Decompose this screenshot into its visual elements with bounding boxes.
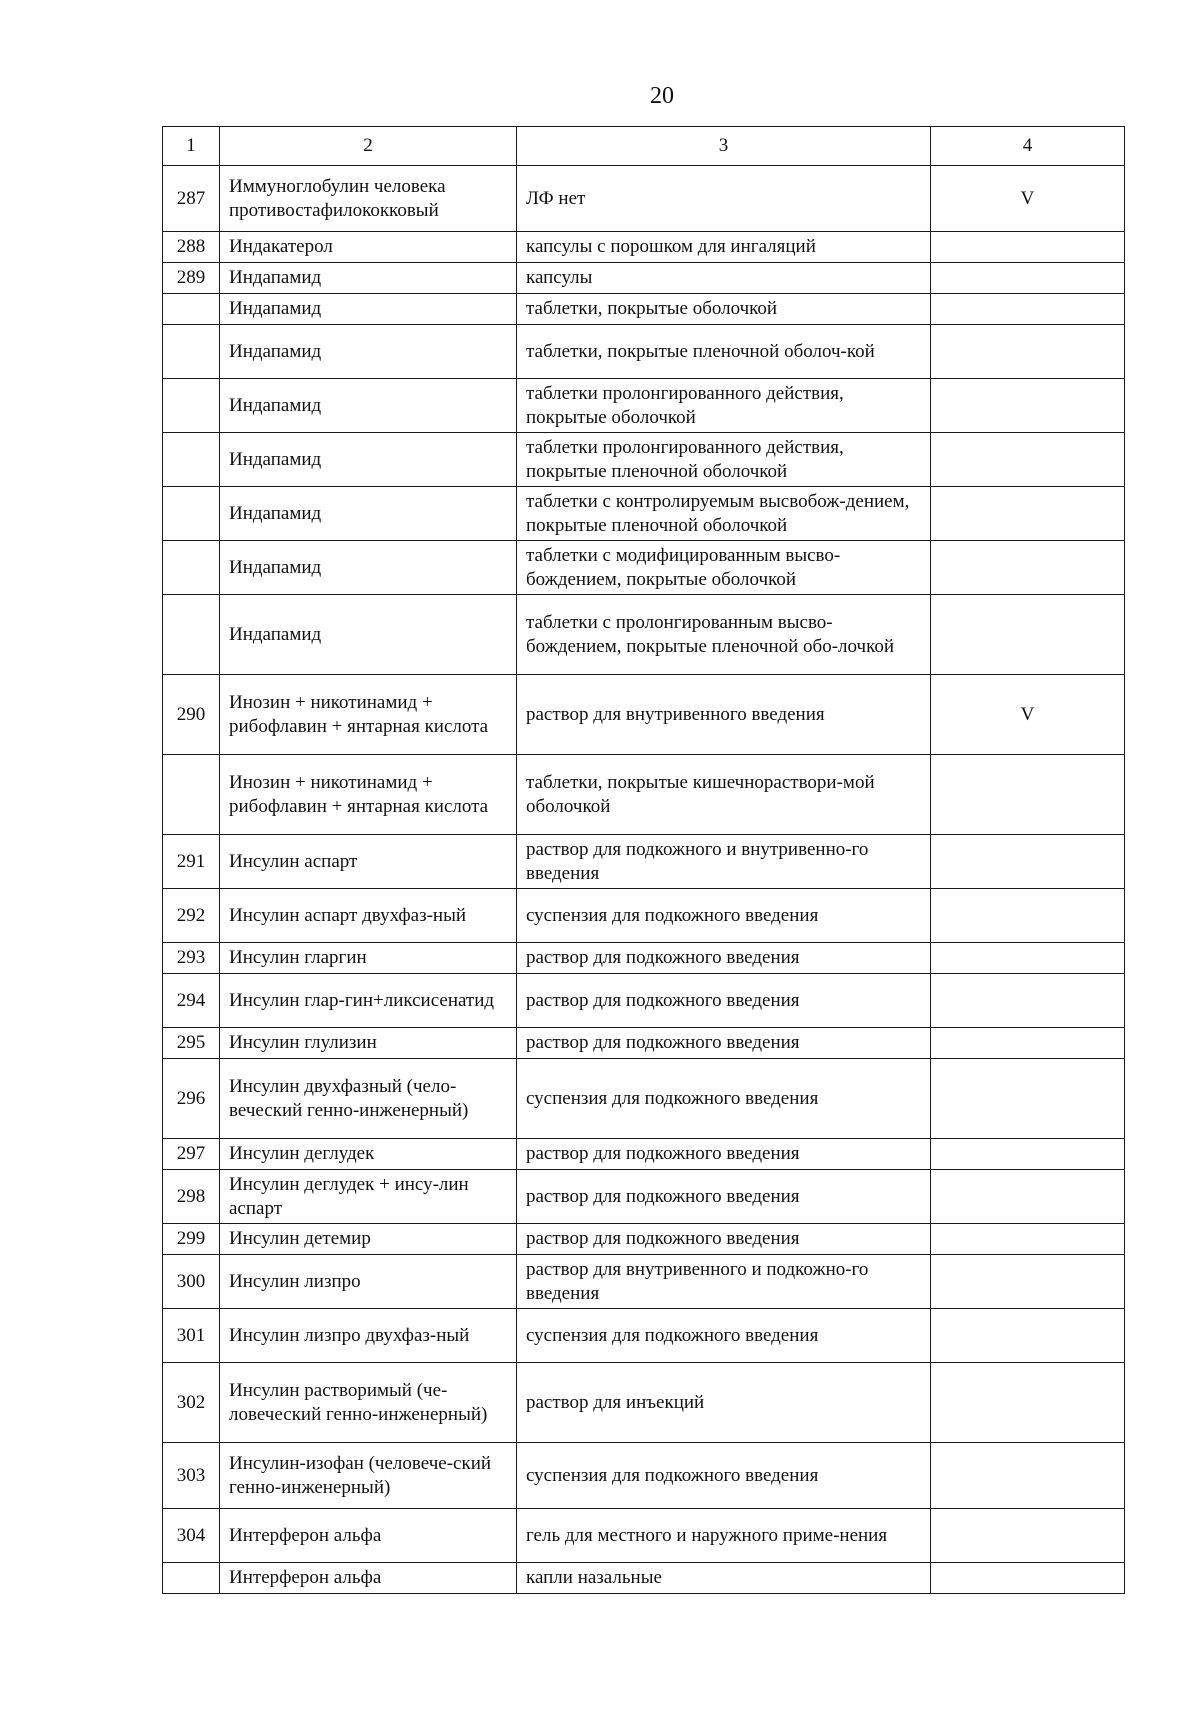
dosage-form-cell: раствор для внутривенного введения xyxy=(517,675,931,755)
drug-name-cell: Инсулин деглудек xyxy=(220,1139,517,1170)
table-row xyxy=(163,1139,1125,1170)
column-header-3: 3 xyxy=(517,127,931,166)
dosage-form-cell: суспензия для подкожного введения xyxy=(517,1443,931,1509)
table-row xyxy=(163,1563,1125,1594)
table-row xyxy=(163,325,1125,379)
dosage-form-cell: ЛФ нет xyxy=(517,166,931,232)
row-number-cell: 294 xyxy=(163,974,220,1028)
drug-table xyxy=(162,126,1125,1594)
row-number-cell: 291 xyxy=(163,835,220,889)
dosage-form-cell: капли назальные xyxy=(517,1563,931,1594)
mark-cell: V xyxy=(931,675,1125,755)
dosage-form-cell: раствор для подкожного введения xyxy=(517,1028,931,1059)
dosage-form-cell: раствор для подкожного введения xyxy=(517,1170,931,1224)
dosage-form-cell: таблетки с модифицированным высво-бождением, покрытые оболочкой xyxy=(517,541,931,595)
mark-cell xyxy=(931,889,1125,943)
drug-name-cell: Инозин + никотинамид + рибофлавин + янтарная кислота xyxy=(220,675,517,755)
row-number-cell: 304 xyxy=(163,1509,220,1563)
drug-name-cell: Инсулин деглудек + инсу-лин аспарт xyxy=(220,1170,517,1224)
row-number-cell xyxy=(163,294,220,325)
dosage-form-cell: таблетки с контролируемым высвобож-дением, покрытые пленочной оболочкой xyxy=(517,487,931,541)
dosage-form-cell: раствор для внутривенного и подкожно-го введения xyxy=(517,1255,931,1309)
mark-cell xyxy=(931,1224,1125,1255)
drug-name-cell: Иммуноглобулин человека противостафилококковый xyxy=(220,166,517,232)
drug-name-cell: Инсулин-изофан (человече-ский генно-инженерный) xyxy=(220,1443,517,1509)
row-number-cell: 299 xyxy=(163,1224,220,1255)
drug-name-cell: Инсулин глулизин xyxy=(220,1028,517,1059)
mark-cell: V xyxy=(931,166,1125,232)
row-number-cell xyxy=(163,325,220,379)
table-row xyxy=(163,1028,1125,1059)
row-number-cell xyxy=(163,755,220,835)
row-number-cell xyxy=(163,595,220,675)
drug-name-cell: Инсулин лизпро двухфаз-ный xyxy=(220,1309,517,1363)
row-number-cell xyxy=(163,379,220,433)
drug-name-cell: Индапамид xyxy=(220,263,517,294)
drug-name-cell: Индапамид xyxy=(220,379,517,433)
table-row xyxy=(163,294,1125,325)
row-number-cell: 296 xyxy=(163,1059,220,1139)
dosage-form-cell: раствор для подкожного введения xyxy=(517,943,931,974)
mark-cell xyxy=(931,1139,1125,1170)
drug-name-cell: Инсулин аспарт двухфаз-ный xyxy=(220,889,517,943)
table-row xyxy=(163,595,1125,675)
row-number-cell xyxy=(163,487,220,541)
mark-cell xyxy=(931,1563,1125,1594)
dosage-form-cell: раствор для подкожного введения xyxy=(517,974,931,1028)
table-row xyxy=(163,487,1125,541)
dosage-form-cell: таблетки, покрытые оболочкой xyxy=(517,294,931,325)
mark-cell xyxy=(931,1059,1125,1139)
dosage-form-cell: таблетки, покрытые кишечнораствори-мой оболочкой xyxy=(517,755,931,835)
row-number-cell: 300 xyxy=(163,1255,220,1309)
drug-name-cell: Индапамид xyxy=(220,541,517,595)
table-row xyxy=(163,166,1125,232)
row-number-cell xyxy=(163,433,220,487)
table-row xyxy=(163,755,1125,835)
table-row xyxy=(163,889,1125,943)
table-row xyxy=(163,1255,1125,1309)
dosage-form-cell: таблетки, покрытые пленочной оболоч-кой xyxy=(517,325,931,379)
drug-name-cell: Инсулин гларгин xyxy=(220,943,517,974)
row-number-cell: 292 xyxy=(163,889,220,943)
dosage-form-cell: капсулы с порошком для ингаляций xyxy=(517,232,931,263)
mark-cell xyxy=(931,541,1125,595)
table-row xyxy=(163,1443,1125,1509)
drug-name-cell: Инсулин детемир xyxy=(220,1224,517,1255)
row-number-cell: 287 xyxy=(163,166,220,232)
mark-cell xyxy=(931,433,1125,487)
drug-name-cell: Инсулин глар-гин+ликсисенатид xyxy=(220,974,517,1028)
row-number-cell: 301 xyxy=(163,1309,220,1363)
drug-name-cell: Инсулин аспарт xyxy=(220,835,517,889)
table-row xyxy=(163,1224,1125,1255)
table-row xyxy=(163,1170,1125,1224)
row-number-cell: 303 xyxy=(163,1443,220,1509)
row-number-cell: 295 xyxy=(163,1028,220,1059)
row-number-cell: 297 xyxy=(163,1139,220,1170)
mark-cell xyxy=(931,943,1125,974)
drug-name-cell: Инсулин лизпро xyxy=(220,1255,517,1309)
table-row xyxy=(163,433,1125,487)
dosage-form-cell: суспензия для подкожного введения xyxy=(517,889,931,943)
row-number-cell xyxy=(163,1563,220,1594)
table-row xyxy=(163,1309,1125,1363)
dosage-form-cell: таблетки с пролонгированным высво-бождением, покрытые пленочной обо-лочкой xyxy=(517,595,931,675)
dosage-form-cell: таблетки пролонгированного действия, покрытые пленочной оболочкой xyxy=(517,433,931,487)
drug-name-cell: Индапамид xyxy=(220,325,517,379)
page-number: 20 xyxy=(650,83,674,109)
drug-name-cell: Индапамид xyxy=(220,294,517,325)
column-header-4: 4 xyxy=(931,127,1125,166)
table-row xyxy=(163,675,1125,755)
drug-name-cell: Интерферон альфа xyxy=(220,1509,517,1563)
mark-cell xyxy=(931,1028,1125,1059)
dosage-form-cell: раствор для инъекций xyxy=(517,1363,931,1443)
dosage-form-cell: суспензия для подкожного введения xyxy=(517,1059,931,1139)
mark-cell xyxy=(931,1309,1125,1363)
column-header-1: 1 xyxy=(163,127,220,166)
mark-cell xyxy=(931,835,1125,889)
mark-cell xyxy=(931,1443,1125,1509)
table-row xyxy=(163,1363,1125,1443)
mark-cell xyxy=(931,1255,1125,1309)
mark-cell xyxy=(931,232,1125,263)
mark-cell xyxy=(931,974,1125,1028)
drug-name-cell: Индапамид xyxy=(220,595,517,675)
mark-cell xyxy=(931,1170,1125,1224)
table-row xyxy=(163,835,1125,889)
dosage-form-cell: раствор для подкожного введения xyxy=(517,1139,931,1170)
drug-name-cell: Инозин + никотинамид + рибофлавин + янтарная кислота xyxy=(220,755,517,835)
row-number-cell: 302 xyxy=(163,1363,220,1443)
drug-name-cell: Интерферон альфа xyxy=(220,1563,517,1594)
mark-cell xyxy=(931,595,1125,675)
mark-cell xyxy=(931,1363,1125,1443)
table-row xyxy=(163,974,1125,1028)
drug-name-cell: Инсулин двухфазный (чело-веческий генно-инженерный) xyxy=(220,1059,517,1139)
mark-cell xyxy=(931,263,1125,294)
mark-cell xyxy=(931,755,1125,835)
drug-name-cell: Индакатерол xyxy=(220,232,517,263)
mark-cell xyxy=(931,325,1125,379)
row-number-cell: 288 xyxy=(163,232,220,263)
dosage-form-cell: таблетки пролонгированного действия, покрытые оболочкой xyxy=(517,379,931,433)
dosage-form-cell: раствор для подкожного введения xyxy=(517,1224,931,1255)
dosage-form-cell: раствор для подкожного и внутривенно-го введения xyxy=(517,835,931,889)
mark-cell xyxy=(931,1509,1125,1563)
column-header-2: 2 xyxy=(220,127,517,166)
row-number-cell xyxy=(163,541,220,595)
drug-name-cell: Инсулин растворимый (че-ловеческий генно-инженерный) xyxy=(220,1363,517,1443)
row-number-cell: 290 xyxy=(163,675,220,755)
drug-name-cell: Индапамид xyxy=(220,487,517,541)
dosage-form-cell: гель для местного и наружного приме-нения xyxy=(517,1509,931,1563)
table-row xyxy=(163,1509,1125,1563)
dosage-form-cell: суспензия для подкожного введения xyxy=(517,1309,931,1363)
table-row xyxy=(163,232,1125,263)
row-number-cell: 289 xyxy=(163,263,220,294)
row-number-cell: 293 xyxy=(163,943,220,974)
table-row xyxy=(163,379,1125,433)
mark-cell xyxy=(931,487,1125,541)
dosage-form-cell: капсулы xyxy=(517,263,931,294)
drug-name-cell: Индапамид xyxy=(220,433,517,487)
table-header-row xyxy=(163,127,1125,166)
table-row xyxy=(163,1059,1125,1139)
table-row xyxy=(163,263,1125,294)
row-number-cell: 298 xyxy=(163,1170,220,1224)
table-row xyxy=(163,943,1125,974)
mark-cell xyxy=(931,294,1125,325)
mark-cell xyxy=(931,379,1125,433)
table-row xyxy=(163,541,1125,595)
